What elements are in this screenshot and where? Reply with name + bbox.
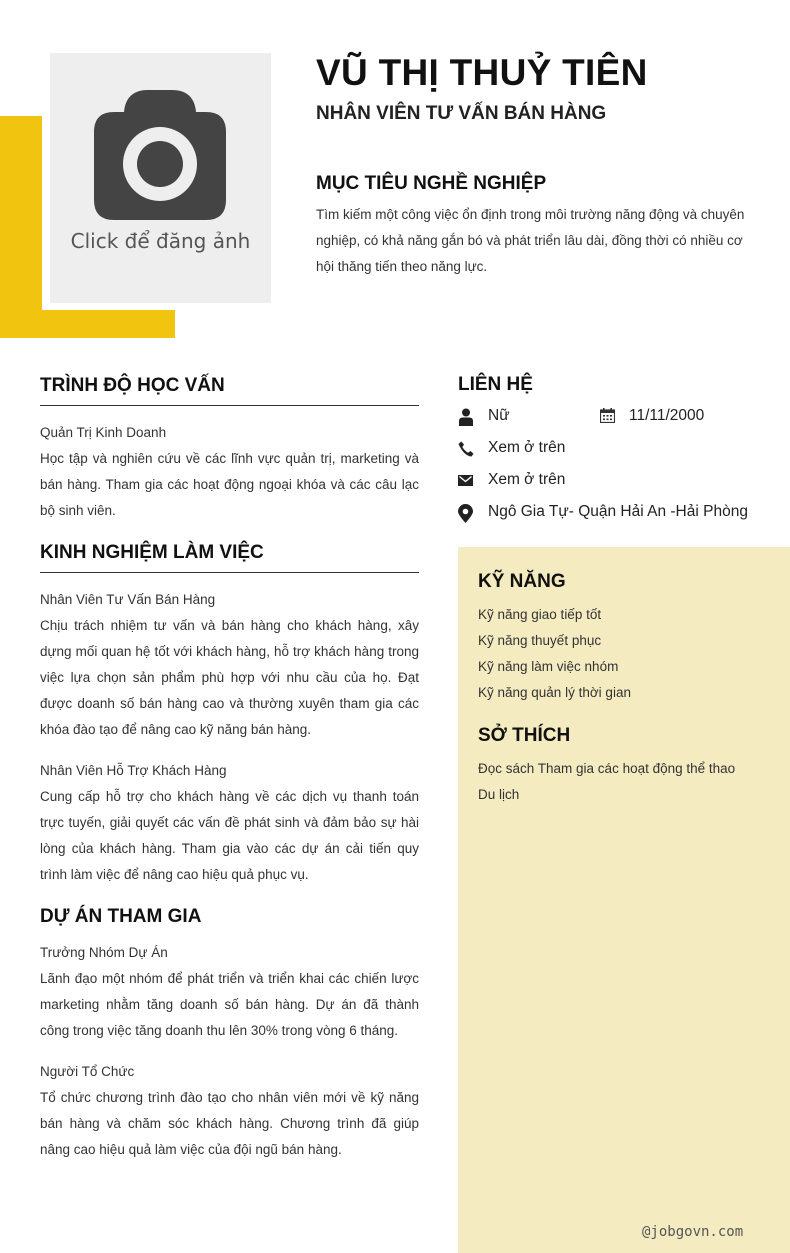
candidate-name: VŨ THỊ THUỶ TIÊN — [316, 52, 648, 93]
skills-title: KỸ NĂNG — [478, 571, 566, 592]
experience-item-desc: Chịu trách nhiệm tư vấn và bán hàng cho khách hàng, xây dựng mối quan hệ tốt với khách hàng, hỗ trợ khách hàng trong việc lựa chọn sản phẩm phù hợp với nhu cầu của họ. Đạt được doanh số bán hàng cao và thường xuyên tham gia các khóa đào tạo để nâng cao kỹ năng bán hàng. — [40, 618, 419, 737]
education-item-title: Quản Trị Kinh Doanh — [40, 425, 167, 440]
contact-title: LIÊN HỆ — [458, 374, 533, 395]
camera-icon — [94, 90, 226, 222]
phone-icon — [458, 441, 474, 457]
skills-hobbies-panel — [458, 547, 790, 1253]
project-item-title: Trưởng Nhóm Dự Án — [40, 945, 168, 960]
hobby-item: Du lịch — [478, 787, 520, 802]
skill-item: Kỹ năng giao tiếp tốt — [478, 607, 602, 622]
contact-gender: Nữ — [488, 407, 510, 424]
decor-yellow-block — [0, 116, 42, 338]
skill-item: Kỹ năng quản lý thời gian — [478, 685, 631, 700]
contact-address: Ngô Gia Tự- Quận Hải An -Hải Phòng — [488, 503, 748, 520]
calendar-icon — [600, 408, 615, 423]
hobby-item: Đọc sách Tham gia các hoạt động thể thao — [478, 761, 736, 776]
watermark: @jobgovn.com — [642, 1224, 744, 1240]
project-item-desc: Lãnh đạo một nhóm để phát triển và triển khai các chiến lược marketing nhằm tăng doanh số bán hàng. Dự án đã thành công trong việc tăng doanh thu lên 30% trong vòng 6 tháng. — [40, 971, 419, 1038]
contact-email: Xem ở trên — [488, 471, 566, 488]
project-item-desc: Tổ chức chương trình đào tạo cho nhân viên mới về kỹ năng bán hàng và chăm sóc khách hàng. Chương trình đã giúp nâng cao hiệu quả làm việc của đội ngũ bán hàng. — [40, 1090, 419, 1157]
email-icon — [458, 475, 473, 486]
projects-title: DỰ ÁN THAM GIA — [40, 906, 202, 927]
skill-item: Kỹ năng làm việc nhóm — [478, 659, 619, 674]
experience-item-title: Nhân Viên Tư Vấn Bán Hàng — [40, 592, 216, 607]
skill-item: Kỹ năng thuyết phục — [478, 633, 602, 648]
photo-upload[interactable] — [50, 53, 271, 303]
education-item-desc: Học tập và nghiên cứu về các lĩnh vực quản trị, marketing và bán hàng. Tham gia các hoạt động ngoại khóa và các câu lạc bộ sinh viên. — [40, 451, 419, 518]
hobbies-title: SỞ THÍCH — [478, 725, 571, 746]
decor-yellow-bar — [0, 310, 175, 338]
experience-item-desc: Cung cấp hỗ trợ cho khách hàng về các dịch vụ thanh toán trực tuyến, giải quyết các vấn đề phát sinh và đảm bảo sự hài lòng của khách hàng. Tham gia vào các dự án cải tiến quy trình làm việc để nâng cao hiệu quả phục vụ. — [40, 789, 419, 882]
project-item-title: Người Tổ Chức — [40, 1064, 135, 1079]
experience-title: KINH NGHIỆM LÀM VIỆC — [40, 542, 419, 573]
person-icon — [458, 408, 474, 426]
left-column — [40, 375, 419, 1163]
photo-upload-label: Click để đăng ảnh — [70, 229, 251, 253]
education-title: TRÌNH ĐỘ HỌC VẤN — [40, 375, 419, 406]
contact-phone: Xem ở trên — [488, 439, 566, 456]
objective-title: MỤC TIÊU NGHỀ NGHIỆP — [316, 173, 547, 194]
experience-item-title: Nhân Viên Hỗ Trợ Khách Hàng — [40, 763, 227, 778]
job-title: NHÂN VIÊN TƯ VẤN BÁN HÀNG — [316, 103, 607, 124]
objective-text: Tìm kiếm một công việc ổn định trong môi trường năng động và chuyên nghiệp, có khả năng gắn bó và phát triển lâu dài, đồng thời có nhiều cơ hội thăng tiến theo năng lực. — [316, 207, 745, 274]
location-pin-icon — [458, 504, 473, 523]
contact-birthday: 11/11/2000 — [629, 407, 705, 424]
